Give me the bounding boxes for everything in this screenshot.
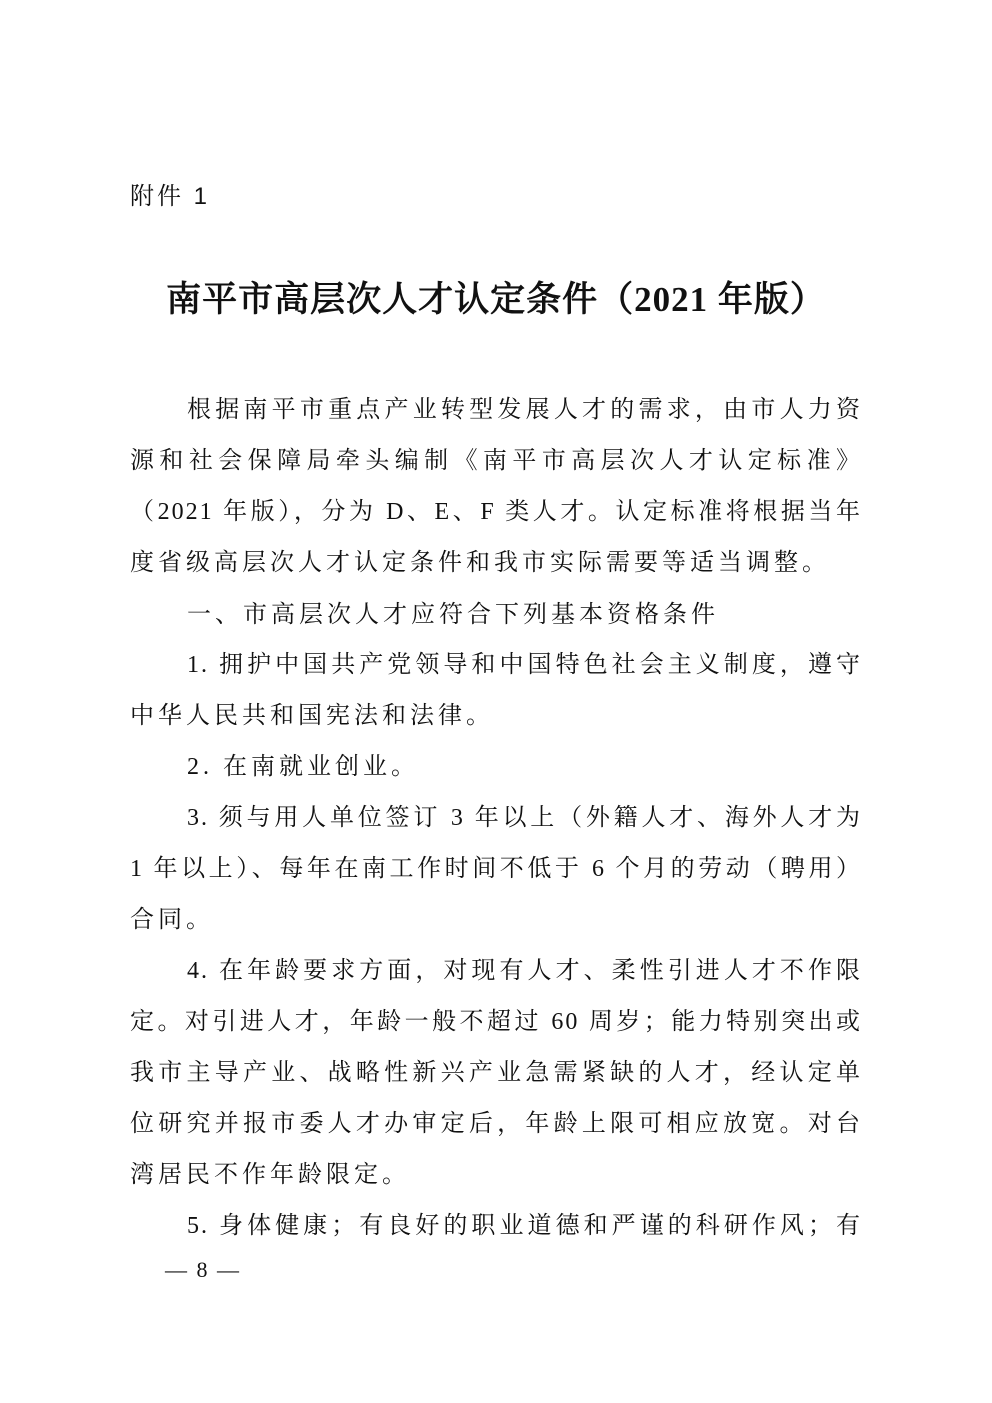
document-title: 南平市高层次人才认定条件（2021 年版） xyxy=(166,280,826,319)
item-3 xyxy=(130,793,862,946)
text-line: 湾居民不作年龄限定。 xyxy=(130,1162,410,1188)
section-heading: 一、市高层次人才应符合下列基本资格条件 xyxy=(187,601,719,628)
text-line: （2021 年版），分为 D、E、F 类人才。认定标准将根据当年 xyxy=(130,499,862,525)
attachment-label: 附件 1 xyxy=(130,183,211,210)
text-line: 合同。 xyxy=(130,907,214,933)
text-line: 定。对引进人才，年龄一般不超过 60 周岁；能力特别突出或 xyxy=(130,1009,862,1035)
text-line: 3. 须与用人单位签订 3 年以上（外籍人才、海外人才为 xyxy=(187,805,862,831)
text-line: 4. 在年龄要求方面，对现有人才、柔性引进人才不作限 xyxy=(187,958,862,984)
text-line: 我市主导产业、战略性新兴产业急需紧缺的人才，经认定单 xyxy=(130,1060,862,1086)
item-4 xyxy=(130,946,862,1201)
text-line: 中华人民共和国宪法和法律。 xyxy=(130,703,494,729)
text-line: 1 年以上）、每年在南工作时间不低于 6 个月的劳动（聘用） xyxy=(130,856,862,882)
text-line: 源和社会保障局牵头编制《南平市高层次人才认定标准》 xyxy=(130,448,862,474)
page-number: — 8 — xyxy=(165,1257,241,1282)
document-body xyxy=(130,385,862,1252)
text-line: 5. 身体健康；有良好的职业道德和严谨的科研作风；有 xyxy=(187,1213,862,1239)
intro-paragraph xyxy=(130,385,862,589)
text-line: 位研究并报市委人才办审定后，年龄上限可相应放宽。对台 xyxy=(130,1111,862,1137)
item-2 xyxy=(130,742,862,793)
text-line: 根据南平市重点产业转型发展人才的需求，由市人力资 xyxy=(187,397,862,423)
text-line: 1. 拥护中国共产党领导和中国特色社会主义制度，遵守 xyxy=(187,652,862,678)
item-5 xyxy=(130,1201,862,1252)
text-line: 度省级高层次人才认定条件和我市实际需要等适当调整。 xyxy=(130,550,830,576)
text-line: 2. 在南就业创业。 xyxy=(187,754,419,780)
item-1 xyxy=(130,640,862,742)
